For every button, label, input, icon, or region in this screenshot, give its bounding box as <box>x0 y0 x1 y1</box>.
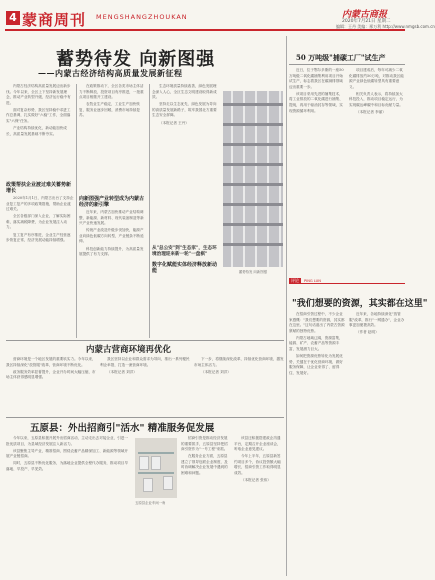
page-number: 4 <box>6 11 20 25</box>
column-divider <box>149 84 150 338</box>
paragraph: 农牧业生产稳定，工业生产加快恢复，服务业逐步回暖，消费市场持续复苏。 <box>79 102 141 118</box>
story2-column-3 <box>194 357 284 413</box>
lead-headline: 蓄势待发 向新图强 <box>56 49 216 70</box>
paragraph: 传统产业改造升级步伐加快，能源产业向绿色低碳方向转型，产业链条不断延伸。 <box>79 228 144 244</box>
paragraph: 相关负责人表示，将持续加大科技投入，推动项目稳定运行，为实现碳达峰碳中和目标贡献力量。 <box>349 91 403 108</box>
section-divider <box>6 340 284 341</box>
commentary-rule <box>289 283 405 284</box>
story3-headline: 五原县：外出招商引"活水" 精准服务促发展 <box>30 423 215 434</box>
paragraph: 生态环境质量持续改善，绿色发展理念深入人心，全区生态文明建设取得新成效。 <box>152 84 217 100</box>
column-pinyin: MENGSHANGZHOUKAN <box>96 13 188 21</box>
commentary-tag: 评论 <box>291 278 299 283</box>
paragraph: 近日，位于鄂尔多斯的一座50万吨级二氧化碳捕集利用项目开始试生产，标志着我区在碳减排领域迈出重要一步。 <box>289 68 344 89</box>
lead-column-3 <box>152 84 220 244</box>
commentary-column-2 <box>349 312 405 574</box>
paragraph: 内蒙古经济结构高质量发展迈出新步伐。今年以来，全区上下坚持新发展理念，推动产业转型升级，经济运行稳中有进。 <box>6 84 71 105</box>
paragraph: 产业结构持续优化，新动能加快成长，高质量发展基础不断夯实。 <box>6 126 67 136</box>
story2-headline: 内蒙古营商环境再优化 <box>86 345 172 355</box>
paragraph: 招商引资是推动经济发展的重要抓手，五原县坚持把招商引资作为"一号工程"来抓。 <box>181 436 228 452</box>
story3-column-3 <box>234 436 284 576</box>
paragraph: 营商环境是一个地区发展的重要软实力。今年以来，我区持续深化"放管服"改革，营商环境不断优化。 <box>6 357 96 367</box>
page-divider <box>286 36 287 576</box>
editor-line: 编辑：王丹 美编：邢万利 http://www.nmgsb.com.cn <box>336 24 435 29</box>
lead-column-2b <box>79 210 147 338</box>
paragraph: 在招商引资过程中，不少企业家感慨："我们想要的资源，其实都在这里。"这句话道出了内蒙古资源禀赋的独特优势。 <box>289 312 345 333</box>
paragraph: 如何把资源优势转化为发展优势，关键在于优化营商环境，做好服务保障，让企业来得了、留得住、发展好。 <box>289 354 343 375</box>
sidebar-rule <box>289 64 405 65</box>
commentary-title: "我们想要的资源，其实都在这里" <box>292 299 428 309</box>
photo-caption: 蓄势待发 向新图强 <box>238 270 268 274</box>
paragraph: 内蒙古地域辽阔，资源富集，能源、矿产、农畜产品等资源丰富，发展潜力巨大。 <box>289 335 343 352</box>
story3-column-1 <box>6 436 130 576</box>
paragraph: （本报记者 张伟） <box>241 478 271 483</box>
paragraph: 面对复杂形势，我区坚持稳中求进工作总基调，扎实做好"六稳"工作，全面落实"六保"任务。 <box>6 107 71 124</box>
column-divider <box>76 84 77 338</box>
factory-photo-caption: 五原县企业车间一角 <box>135 501 166 505</box>
factory-photo <box>135 438 177 498</box>
issue-date: 2020年7月21日 星期二 <box>342 19 391 24</box>
commentary-tag-pinyin: PING LUN <box>304 279 321 283</box>
paragraph: 今年以来，五原县积极开展外出招商活动，主动走出去对接企业，引进一批优质项目，为县域经济发展注入新活力。 <box>6 436 128 446</box>
paragraph: 科技创新能力持续提升，为高质量发展提供了有力支撑。 <box>79 246 144 257</box>
paragraph: 我区坚持以企业和群众需求为导向，推出一系列便民利企举措，打造一流营商环境。 <box>100 357 190 367</box>
paragraph: 项目建成后，每年可减少二氧化碳排放约50万吨，对推动我区能源产业绿色低碳转型具有重要意义。 <box>349 68 404 89</box>
commentary-column-1 <box>289 312 345 574</box>
lead-column-1b <box>6 196 74 338</box>
paragraph: 近年来，内蒙古加快推动产业结构调整，新能源、新材料、现代装备制造等新兴产业快速发展。 <box>79 210 144 226</box>
paragraph: （本报记者 王丹） <box>159 120 189 125</box>
lead-subhead-digital: 数字化赋能实体经济释放新动能 <box>152 262 218 274</box>
paragraph: 该项目采用先进的捕集技术，将工业排放的二氧化碳进行捕集、提纯，再用于驱油封存等领域，实现资源循环利用。 <box>289 91 343 113</box>
lead-subhead-policy: 政策帮扶企业渡过难关蓄势新增长 <box>6 182 72 194</box>
paragraph: 全区各级部门深入企业，了解实际困难，落实减税降费，为企业发展注入动力。 <box>6 214 71 230</box>
masthead <box>0 0 435 29</box>
paragraph: 今年上半年，五原县新签约项目多个，协议投资额大幅增长，招商引资工作取得明显成效。 <box>234 454 281 476</box>
paragraph: （本报记者 刘洋） <box>201 369 231 374</box>
paragraph: 复工复产有序推进，企业生产经营逐步恢复正常，经济发展动能持续增强。 <box>6 232 71 243</box>
paragraph: 政务服务效率显著提升，企业开办时间大幅压缩，市场主体获得感明显增强。 <box>6 369 96 380</box>
paragraph: （作者 赵明） <box>356 330 379 335</box>
paragraph: 同时，五原县不断优化服务，为落地企业提供全程代办服务，推动项目早落地、早投产、早见效。 <box>6 461 128 471</box>
paragraph: （本报记者 刘洋） <box>107 369 137 374</box>
paragraph: 坚持走以生态优先、绿色发展为导向的高质量发展新路子，筑牢我国北方重要生态安全屏障。 <box>152 102 217 118</box>
paragraph: 在服务企业方面，五原县建立了领导包联企业制度，及时协调解决企业发展中遇到的困难和问题。 <box>181 454 228 476</box>
newspaper-logo: 内蒙古商报 <box>342 10 388 20</box>
sidebar-title: 50 万吨级"捕碳工厂"试生产 <box>296 53 386 62</box>
warehouse-photo <box>223 91 283 267</box>
paragraph: 在政策推动下，全区各类市场主体活力不断释放，投资项目有序推进，一批重点项目相继开工建设。 <box>79 84 144 100</box>
lead-column-2 <box>79 84 147 194</box>
lead-subhead-ecology: 从"总公安"到"生态家"，生态环境治理迎来新一轮"一盘棋" <box>152 246 217 257</box>
paragraph: 近年来，各地持续深化"放管服"改革，推行"一网通办"，企业办事更加便捷高效。 <box>349 312 405 328</box>
column-name: 蒙商周刊 <box>22 11 87 29</box>
lead-subhead: ——内蒙古经济结构高质量发展新征程 <box>38 68 183 78</box>
paragraph: （本报记者 李丽） <box>356 110 386 115</box>
story2-column-2 <box>100 357 190 413</box>
paragraph: 该县还积极搭建政企沟通平台，定期召开企业座谈会，听取企业意见建议。 <box>234 436 281 452</box>
paragraph: 下一步，将继续深化改革，持续优化营商环境，激发市场主体活力。 <box>194 357 284 367</box>
story2-column-1 <box>6 357 96 413</box>
paragraph: 该县聚焦主导产业，精准招商，围绕农畜产品精深加工、新能源等领域开展产业链招商。 <box>6 448 128 459</box>
lead-column-1 <box>6 84 74 180</box>
masthead-rule <box>5 29 405 31</box>
sidebar-column-2 <box>349 68 405 268</box>
paragraph: 2020年1月1日，内蒙古出台了支持企业复工复产的多项政策措施，帮助企业渡过难关。 <box>6 196 74 212</box>
sidebar-column-1 <box>289 68 345 268</box>
story3-column-2 <box>181 436 231 576</box>
section-divider <box>6 417 284 418</box>
lead-subhead-transform: 向新图强产业转型成为内蒙古经济的新引擎 <box>79 196 145 208</box>
